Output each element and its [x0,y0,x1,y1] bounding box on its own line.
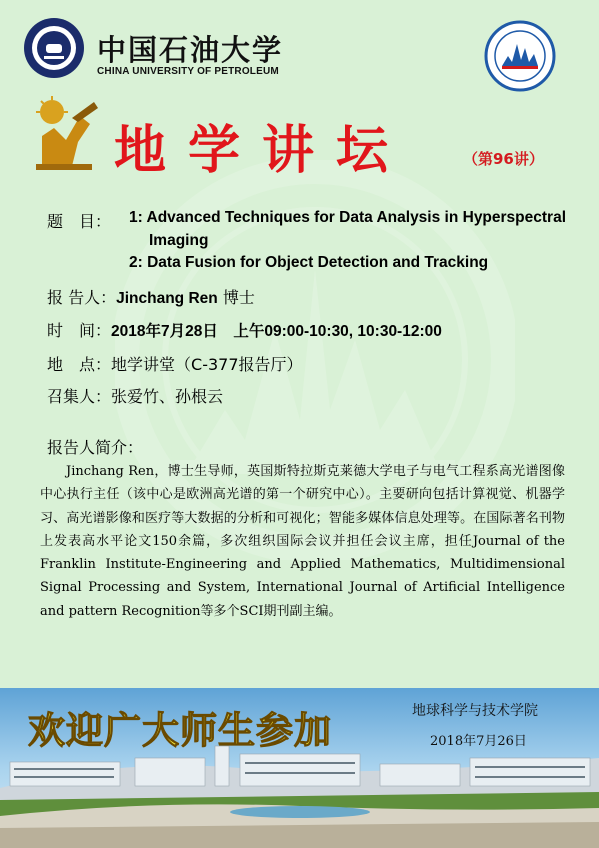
bio-text: Jinchang Ren，博士生导师，英国斯特拉斯克莱德大学电子与电气工程系高光谱图像中心执行主任（该中心是欧洲高光谱的第一个研究中心）。主要研向包括计算视觉、机器学习、高光谱影像和医疗等大数据的分析和可视化；智能多媒体信息处理等。在国际著名刊物上发表高水平论文150余篇，多次组织国际会议并担任会议主席，担任Journal of the Franklin Institute-Engineering and Applied Mathematics, Multidimensional Signal Processing and System, International Journal of Artificial Intelligence and pattern Recognition等多个SCI期刊副主编。 [40,464,565,619]
time-value: 2018年7月28日 上午09:00-10:30, 10:30-12:00 [111,323,442,340]
school-name: 地球科学与技术学院 [412,703,538,719]
venue-label: 地 点： [47,355,112,374]
speaker-label: 报 告人： [47,288,117,307]
host-label: 召集人： [47,387,112,406]
issue-date: 2018年7月26日 [430,734,527,749]
topic-1-line1: 1: Advanced Techniques for Data Analysis in Hyperspectral [129,209,567,226]
venue-value: 地学讲堂（C-377报告厅） [111,355,303,374]
speaker-title: 博士 [222,288,255,307]
speaker-name: Jinchang Ren [116,290,218,307]
university-seal-icon [22,16,86,80]
university-name-en: CHINA UNIVERSITY OF PETROLEUM [97,66,279,77]
university-name-cn: 中国石油大学 [97,33,284,67]
host-row [47,384,223,407]
host-value: 张爱竹、孙根云 [111,387,224,406]
school-of-geosciences-seal-icon [484,20,556,92]
time-label: 时 间： [47,321,112,340]
topic-1-line2: Imaging [149,232,209,249]
venue-row [47,352,303,375]
golden-statue-icon [32,96,102,171]
time-row [47,318,442,341]
topic-row [47,209,111,232]
series-title: 地学讲坛 [114,120,411,181]
speaker-row [47,285,255,308]
topic-label: 题 目： [47,212,112,231]
issue-number: （第96讲） [463,150,544,168]
bio-heading: 报告人简介： [47,438,144,457]
topic-2: 2: Data Fusion for Object Detection and Tracking [129,254,489,271]
welcome-slogan: 欢迎广大师生参加 [28,708,332,752]
